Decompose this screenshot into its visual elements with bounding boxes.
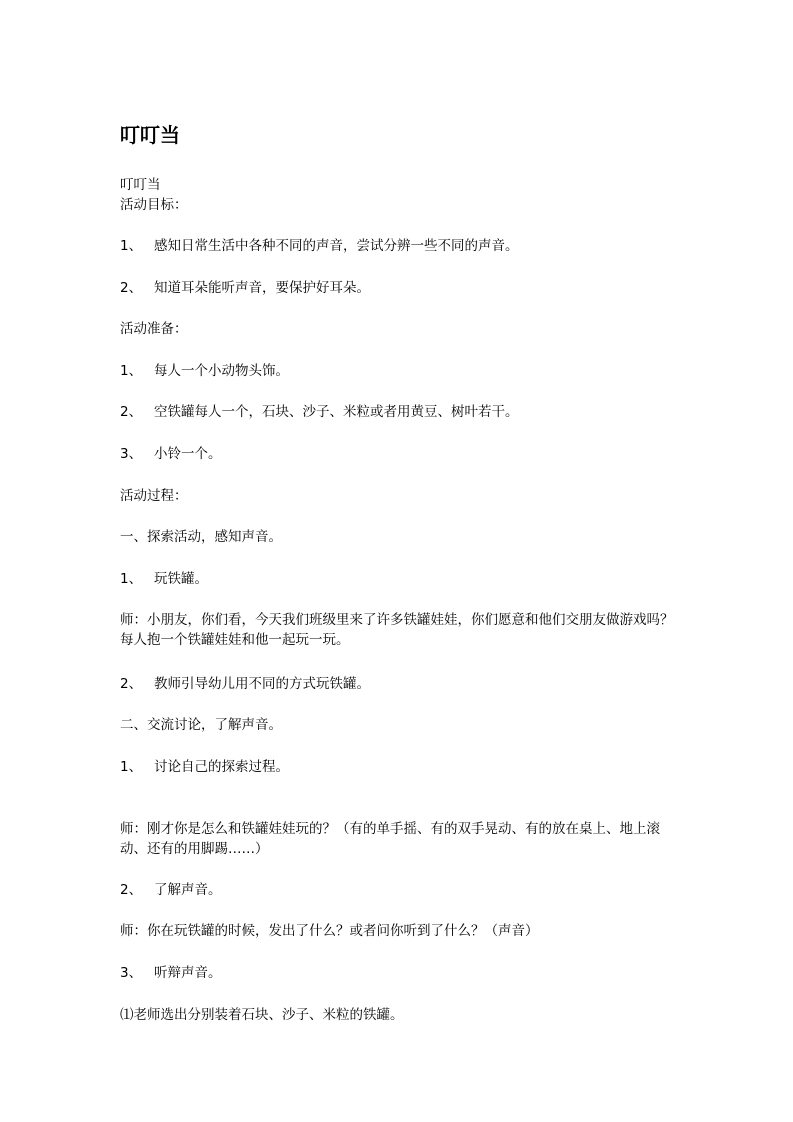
step-item (120, 674, 370, 694)
step-number: 2、 (120, 676, 143, 692)
prep-item (120, 444, 222, 464)
prep-text: 小铃一个。 (154, 446, 222, 462)
prep-item (120, 361, 289, 381)
goal-text: 感知日常生活中各种不同的声音，尝试分辨一些不同的声音。 (154, 238, 519, 254)
step-number: 1、 (120, 759, 143, 775)
dialogue-line: 师：你在玩铁罐的时候，发出了什么？或者问你听到了什么？（声音） (120, 923, 539, 939)
goal-text: 知道耳朵能听声音，要保护好耳朵。 (154, 280, 370, 296)
dialogue-paragraph (120, 819, 680, 859)
substep-line: ⑴老师选出分别装着石块、沙子、米粒的铁罐。 (120, 1007, 404, 1023)
step-item (120, 880, 222, 900)
step-item (120, 757, 289, 777)
goal-number: 2、 (120, 280, 143, 296)
step-number: 1、 (120, 571, 143, 587)
prep-text: 每人一个小动物头饰。 (154, 363, 289, 379)
step-item (120, 963, 222, 983)
prep-heading: 活动准备： (120, 321, 188, 337)
goal-item (120, 278, 370, 298)
section-heading: 二、交流讨论，了解声音。 (120, 717, 282, 733)
step-text: 玩铁罐。 (154, 571, 208, 587)
process-heading: 活动过程： (120, 488, 188, 504)
paragraph-line: 每人抱一个铁罐娃娃和他一起玩一玩。 (120, 632, 350, 648)
prep-number: 3、 (120, 446, 143, 462)
goal-number: 1、 (120, 238, 143, 254)
step-text: 了解声音。 (154, 882, 222, 898)
section-heading: 一、探索活动，感知声音。 (120, 529, 282, 545)
document-title: 叮叮当 (120, 123, 180, 147)
step-item (120, 569, 208, 589)
prep-number: 2、 (120, 404, 143, 420)
goals-heading: 活动目标： (120, 197, 188, 213)
step-text: 教师引导幼儿用不同的方式玩铁罐。 (154, 676, 370, 692)
dialogue-paragraph (120, 610, 680, 650)
paragraph-line: 动、还有的用脚踢……） (120, 841, 269, 857)
subtitle: 叮叮当 (120, 177, 161, 193)
paragraph-line: 师：小朋友，你们看，今天我们班级里来了许多铁罐娃娃，你们愿意和他们交朋友做游戏吗？ (120, 612, 674, 628)
paragraph-line: 师：刚才你是怎么和铁罐娃娃玩的？（有的单手摇、有的双手晃动、有的放在桌上、地上滚 (120, 821, 660, 837)
prep-number: 1、 (120, 363, 143, 379)
goal-item (120, 236, 519, 256)
step-number: 2、 (120, 882, 143, 898)
step-text: 听辩声音。 (154, 965, 222, 981)
step-number: 3、 (120, 965, 143, 981)
step-text: 讨论自己的探索过程。 (154, 759, 289, 775)
prep-text: 空铁罐每人一个，石块、沙子、米粒或者用黄豆、树叶若干。 (154, 404, 519, 420)
prep-item (120, 402, 519, 422)
